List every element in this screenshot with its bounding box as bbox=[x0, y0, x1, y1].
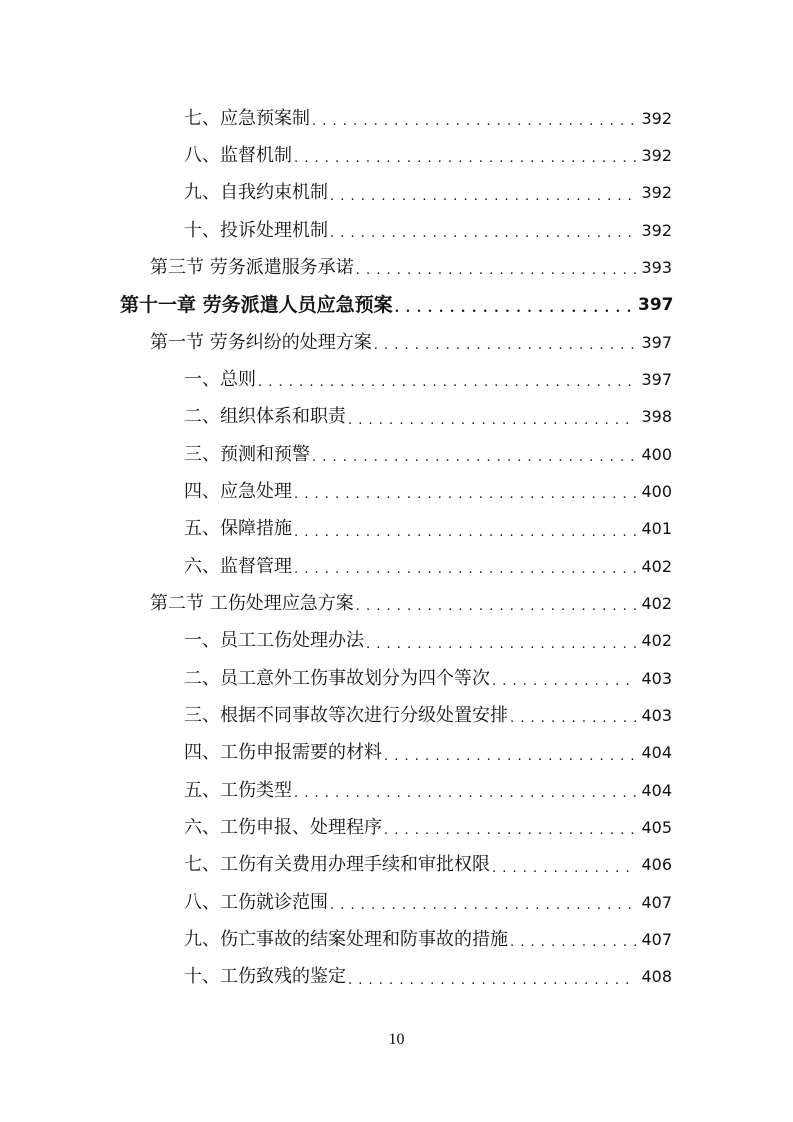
toc-entry[interactable] bbox=[0, 137, 793, 174]
toc-chapter-entry[interactable] bbox=[0, 287, 793, 324]
table-of-contents bbox=[0, 100, 793, 996]
toc-dot-leader bbox=[510, 712, 636, 725]
toc-section-entry[interactable] bbox=[0, 324, 793, 361]
toc-entry-title: 八、监督机制 bbox=[184, 144, 292, 166]
toc-entry-title: 一、总则 bbox=[184, 368, 256, 390]
toc-dot-leader bbox=[384, 750, 636, 763]
toc-dot-leader bbox=[348, 414, 636, 427]
toc-dot-leader bbox=[294, 563, 636, 576]
toc-dot-leader bbox=[294, 152, 636, 165]
toc-entry-page: 397 bbox=[641, 332, 672, 352]
toc-entry[interactable] bbox=[0, 847, 793, 884]
toc-entry[interactable] bbox=[0, 436, 793, 473]
toc-dot-leader bbox=[492, 675, 636, 688]
toc-entry-page: 392 bbox=[641, 108, 672, 128]
toc-entry-title: 第十一章 劳务派遣人员应急预案 bbox=[120, 293, 393, 316]
toc-entry-title: 三、预测和预警 bbox=[184, 443, 310, 465]
toc-entry-title: 九、自我约束机制 bbox=[184, 182, 328, 204]
toc-dot-leader bbox=[374, 339, 636, 352]
page-number: 10 bbox=[388, 1031, 405, 1048]
toc-entry-title: 第二节 工伤处理应急方案 bbox=[150, 592, 354, 614]
toc-entry-title: 六、监督管理 bbox=[184, 555, 292, 577]
toc-entry-title: 第一节 劳务纠纷的处理方案 bbox=[150, 331, 372, 353]
toc-entry[interactable] bbox=[0, 548, 793, 585]
toc-entry-page: 397 bbox=[638, 294, 674, 315]
toc-entry-title: 八、工伤就诊范围 bbox=[184, 891, 328, 913]
toc-entry-page: 402 bbox=[641, 556, 672, 576]
toc-entry-title: 一、员工工伤处理办法 bbox=[184, 630, 364, 652]
toc-dot-leader bbox=[294, 526, 636, 539]
toc-dot-leader bbox=[258, 376, 636, 389]
toc-entry-title: 四、应急处理 bbox=[184, 480, 292, 502]
toc-entry-title: 五、保障措施 bbox=[184, 518, 292, 540]
toc-entry-page: 400 bbox=[641, 444, 672, 464]
toc-dot-leader bbox=[294, 787, 636, 800]
toc-dot-leader bbox=[356, 600, 636, 613]
toc-entry-title: 九、伤亡事故的结案处理和防事故的措施 bbox=[184, 928, 508, 950]
toc-entry[interactable] bbox=[0, 399, 793, 436]
toc-entry-page: 407 bbox=[641, 929, 672, 949]
toc-entry-page: 403 bbox=[641, 705, 672, 725]
toc-entry-page: 393 bbox=[641, 257, 672, 277]
toc-entry[interactable] bbox=[0, 809, 793, 846]
toc-entry-page: 404 bbox=[641, 780, 672, 800]
toc-entry-title: 三、根据不同事故等次进行分级处置安排 bbox=[184, 704, 508, 726]
toc-entry-page: 404 bbox=[641, 743, 672, 763]
toc-entry[interactable] bbox=[0, 361, 793, 398]
toc-entry[interactable] bbox=[0, 735, 793, 772]
toc-dot-leader bbox=[330, 190, 636, 203]
toc-entry-title: 二、组织体系和职责 bbox=[184, 406, 346, 428]
toc-entry-page: 402 bbox=[641, 631, 672, 651]
toc-entry-title: 五、工伤类型 bbox=[184, 779, 292, 801]
toc-dot-leader bbox=[348, 974, 636, 987]
toc-entry-title: 六、工伤申报、处理程序 bbox=[184, 816, 382, 838]
toc-entry-page: 402 bbox=[641, 593, 672, 613]
toc-entry-title: 四、工伤申报需要的材料 bbox=[184, 742, 382, 764]
toc-entry-page: 392 bbox=[641, 145, 672, 165]
toc-entry[interactable] bbox=[0, 697, 793, 734]
toc-entry-title: 七、应急预案制 bbox=[184, 107, 310, 129]
toc-entry[interactable] bbox=[0, 660, 793, 697]
toc-entry-title: 第三节 劳务派遣服务承诺 bbox=[150, 256, 354, 278]
toc-entry[interactable] bbox=[0, 623, 793, 660]
toc-entry-title: 七、工伤有关费用办理手续和审批权限 bbox=[184, 854, 490, 876]
toc-entry[interactable] bbox=[0, 473, 793, 510]
toc-entry[interactable] bbox=[0, 511, 793, 548]
toc-section-entry[interactable] bbox=[0, 249, 793, 286]
toc-entry-title: 二、员工意外工伤事故划分为四个等次 bbox=[184, 667, 490, 689]
toc-entry-page: 392 bbox=[641, 220, 672, 240]
toc-dot-leader bbox=[510, 936, 636, 949]
toc-entry-title: 十、工伤致残的鉴定 bbox=[184, 966, 346, 988]
toc-entry-page: 398 bbox=[641, 407, 672, 427]
toc-dot-leader bbox=[312, 451, 636, 464]
toc-entry-page: 401 bbox=[641, 519, 672, 539]
toc-entry[interactable] bbox=[0, 175, 793, 212]
toc-dot-leader bbox=[330, 899, 636, 912]
toc-entry-page: 403 bbox=[641, 668, 672, 688]
toc-entry[interactable] bbox=[0, 772, 793, 809]
toc-entry[interactable] bbox=[0, 212, 793, 249]
toc-dot-leader bbox=[366, 638, 636, 651]
toc-dot-leader bbox=[312, 115, 636, 128]
toc-section-entry[interactable] bbox=[0, 585, 793, 622]
toc-entry-page: 405 bbox=[641, 817, 672, 837]
toc-dot-leader bbox=[384, 824, 636, 837]
toc-entry-title: 十、投诉处理机制 bbox=[184, 219, 328, 241]
toc-dot-leader bbox=[492, 862, 636, 875]
toc-dot-leader bbox=[330, 227, 636, 240]
toc-entry[interactable] bbox=[0, 100, 793, 137]
toc-entry[interactable] bbox=[0, 921, 793, 958]
toc-entry-page: 406 bbox=[641, 855, 672, 875]
toc-entry[interactable] bbox=[0, 884, 793, 921]
toc-entry-page: 397 bbox=[641, 369, 672, 389]
toc-entry-page: 400 bbox=[641, 481, 672, 501]
toc-dot-leader bbox=[294, 488, 636, 501]
toc-entry-page: 408 bbox=[641, 967, 672, 987]
toc-dot-leader bbox=[395, 302, 636, 315]
toc-dot-leader bbox=[356, 264, 636, 277]
toc-entry-page: 392 bbox=[641, 183, 672, 203]
toc-entry[interactable] bbox=[0, 959, 793, 996]
toc-entry-page: 407 bbox=[641, 892, 672, 912]
